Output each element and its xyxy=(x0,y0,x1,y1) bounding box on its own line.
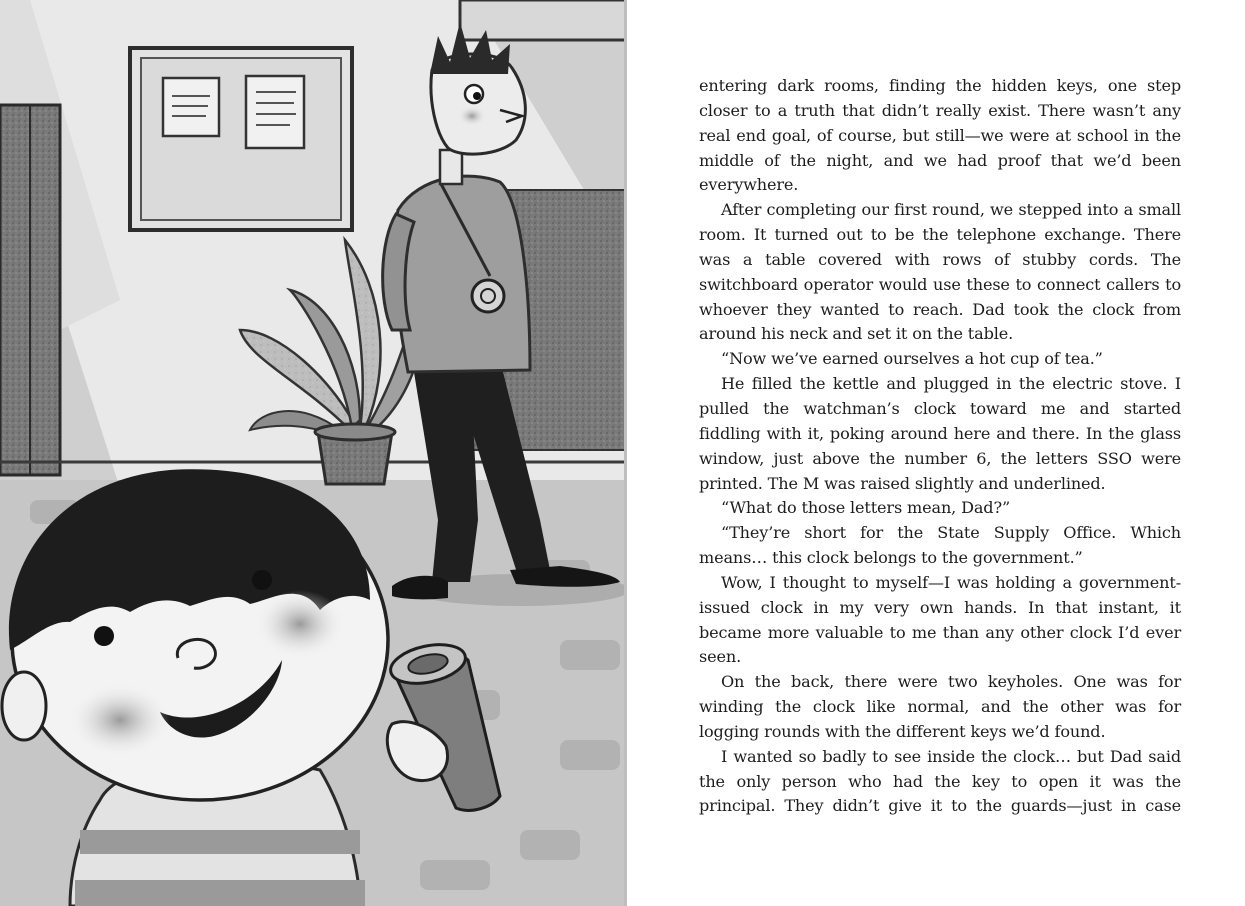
paragraph-5: “What do those letters mean, Dad?” xyxy=(721,498,1011,518)
notice-paper-1 xyxy=(163,78,219,136)
notice-paper-2 xyxy=(246,76,304,148)
paragraph-9: I wanted so badly to see inside the clock… but Dad said the only person who had the key to open it was the principal. They didn’t give it to the guards—just in case xyxy=(699,746,1181,816)
page-gutter xyxy=(624,0,627,906)
paragraph-7: Wow, I thought to myself—I was holding a government-issued clock in my very own hands. In that instant, it became more valuable to me than any other clock I’d ever seen. xyxy=(699,572,1181,667)
paragraph-1: entering dark rooms, finding the hidden keys, one step closer to a truth that didn’t really exist. There wasn’t any real end goal, of course, but still—we were at school in the middle of the night, and we had proof that we’d been everywhere. xyxy=(699,76,1181,195)
paragraph-2: After completing our first round, we stepped into a small room. It turned out to be the telephone exchange. There was a table covered with rows of stubby cords. The switchboard operator would use these to connect callers to whoever they wanted to reach. Dad took the clock from around his neck and set it on the table. xyxy=(699,200,1181,344)
paragraph-8: On the back, there were two keyholes. One was for winding the clock like normal, and the other was for logging rounds with the different keys we’d found. xyxy=(699,672,1181,741)
text-page xyxy=(699,74,1181,819)
paragraph-3: “Now we’ve earned ourselves a hot cup of tea.” xyxy=(721,349,1103,369)
paragraph-4: He filled the kettle and plugged in the electric stove. I pulled the watchman’s clock toward me and started fiddling with it, poking around here and there. In the glass window, just above the number 6, the letters SSO were printed. The M was raised slightly and underlined. xyxy=(699,374,1181,493)
paragraph-6: “They’re short for the State Supply Office. Which means… this clock belongs to the government.” xyxy=(699,523,1181,568)
